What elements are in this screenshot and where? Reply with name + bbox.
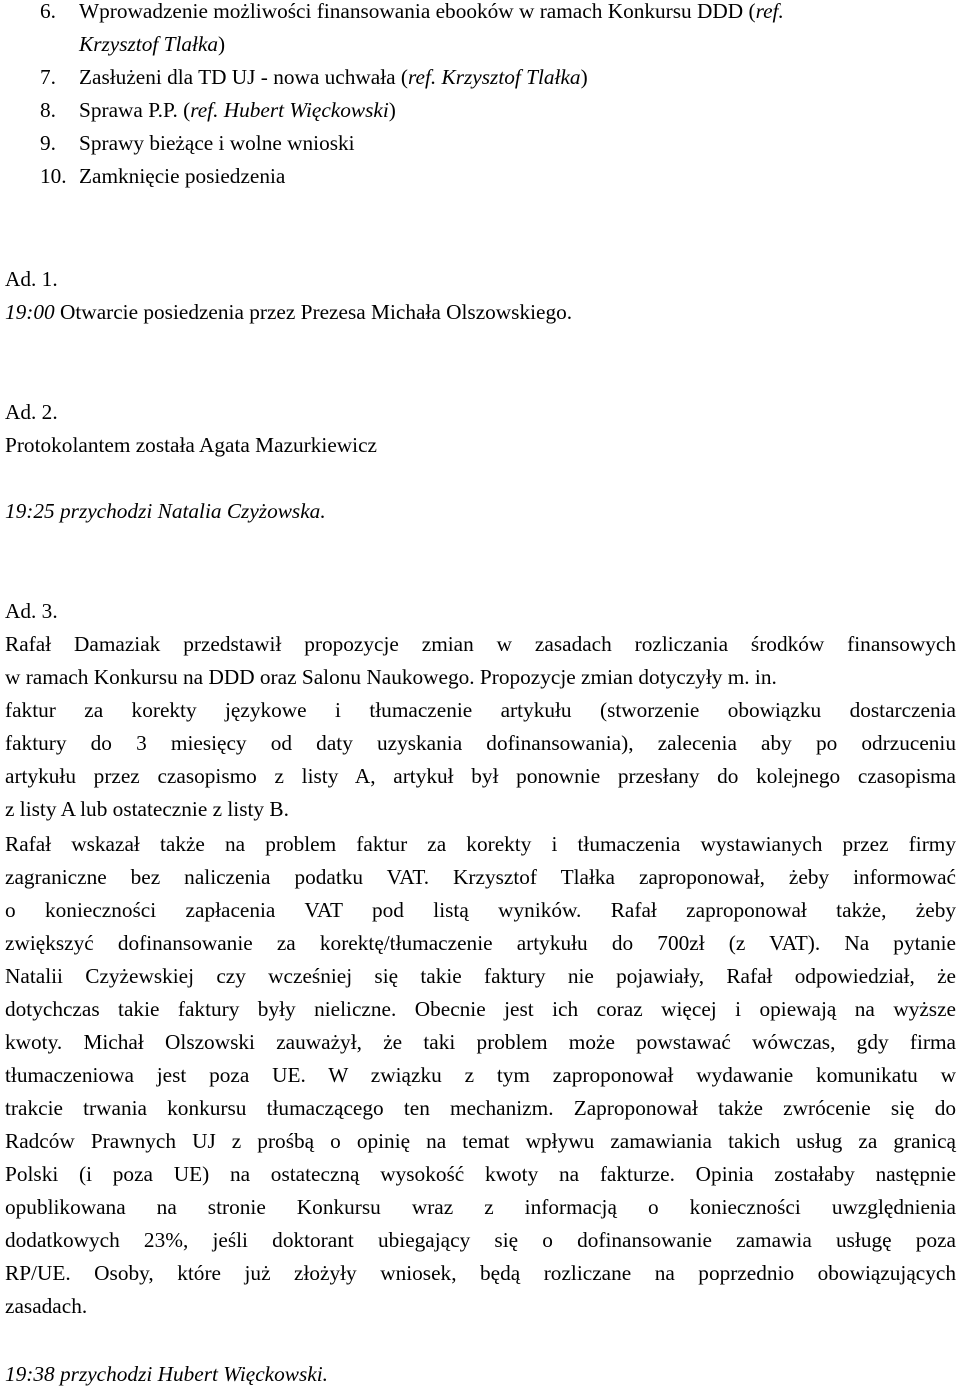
- agenda-text: ): [580, 65, 588, 89]
- agenda-text: Sprawy bieżące i wolne wnioski: [79, 131, 355, 155]
- agenda-text: Zasłużeni dla TD UJ - nowa uchwała (: [79, 65, 409, 89]
- ad3-line: o konieczności zapłacenia VAT pod listą wyników. Rafał zaproponował także, żeby: [5, 898, 956, 922]
- ad3-line: RP/UE. Osoby, które już złożyły wniosek, będą rozliczane na poprzednio obowiązujących: [5, 1261, 956, 1285]
- ad3-line: opublikowana na stronie Konkursu wraz z informacją o konieczności uwzględnienia: [5, 1195, 956, 1219]
- ad3-line: faktury do 3 miesięcy od daty uzyskania dofinansowania), zalecenia aby po odrzuceniu: [5, 731, 956, 755]
- agenda-item-7: [40, 61, 588, 94]
- ad3-line: dotychczas takie faktury były nieliczne. Obecnie jest ich coraz więcej i opiewają na wyższe: [5, 997, 956, 1021]
- agenda-text: ): [388, 98, 396, 122]
- agenda-ref: ref. Krzysztof Tlałka: [408, 65, 581, 89]
- agenda-number: 7.: [40, 65, 56, 89]
- ad3-line: Rafał Damaziak przedstawił propozycje zmian w zasadach rozliczania środków finansowych: [5, 632, 956, 656]
- ad3-line: zagraniczne bez naliczenia podatku VAT. Krzysztof Tlałka zaproponował, żeby informować: [5, 865, 956, 889]
- agenda-item-10: [40, 160, 285, 193]
- ad3-line: artykułu przez czasopismo z listy A, artykuł był ponownie przesłany do kolejnego czasopisma: [5, 764, 956, 788]
- ad3-line: Polski (i poza UE) na ostateczną wysokość kwoty na fakturze. Opinia zostałaby następnie: [5, 1162, 956, 1186]
- agenda-text: Sprawa P.P. (: [79, 98, 191, 122]
- ad1-paragraph: [5, 296, 572, 329]
- ad3-line: Radców Prawnych UJ z prośbą o opinię na temat wpływu zamawiania takich usług za granicą: [5, 1129, 956, 1153]
- ad3-heading: Ad. 3.: [5, 599, 58, 623]
- ad3-line: trakcie trwania konkursu tłumaczącego ten mechanizm. Zaproponował także zwrócenie się do: [5, 1096, 956, 1120]
- agenda-text: Wprowadzenie możliwości finansowania ebooków w ramach Konkursu DDD (: [79, 0, 756, 23]
- agenda-item-6: [40, 0, 784, 28]
- agenda-number: 10.: [40, 164, 67, 188]
- ad3-line: dodatkowych 23%, jeśli doktorant ubiegający się o dofinansowanie zamawia usługę poza: [5, 1228, 956, 1252]
- ad2-arrival-note: 19:25 przychodzi Natalia Czyżowska.: [5, 499, 326, 523]
- ad3-line: tłumaczeniowa jest poza UE. W związku z tym zaproponował wydawanie komunikatu w: [5, 1063, 956, 1087]
- ad3-line: Natalii Czyżewskiej czy wcześniej się takie faktury nie pojawiały, Rafał odpowiedział, że: [5, 964, 956, 988]
- agenda-ref: ref.: [755, 0, 784, 23]
- ad3-line: zwiększyć dofinansowanie za korektę/tłumaczenie artykułu do 700zł (z VAT). Na pytanie: [5, 931, 956, 955]
- ad1-time: 19:00: [5, 300, 55, 324]
- agenda-item-6-continued: [79, 28, 225, 61]
- agenda-text: Zamknięcie posiedzenia: [79, 164, 286, 188]
- agenda-text: ): [218, 32, 226, 56]
- ad2-heading: Ad. 2.: [5, 400, 58, 424]
- ad1-heading: Ad. 1.: [5, 267, 58, 291]
- ad3-line: z listy A lub ostatecznie z listy B.: [5, 797, 289, 821]
- ad3-line: Rafał wskazał także na problem faktur za korekty i tłumaczenia wystawianych przez firmy: [5, 832, 956, 856]
- ad3-line: w ramach Konkursu na DDD oraz Salonu Naukowego. Propozycje zmian dotyczyły m. in.: [5, 665, 777, 689]
- agenda-ref: Krzysztof Tlałka: [79, 32, 219, 56]
- agenda-ref: ref. Hubert Więckowski: [190, 98, 389, 122]
- ad3-line: kwoty. Michał Olszowski zauważył, że taki problem może powstawać wówczas, gdy firma: [5, 1030, 956, 1054]
- agenda-item-9: [40, 127, 355, 160]
- agenda-number: 9.: [40, 131, 56, 155]
- ad3-arrival-note: 19:38 przychodzi Hubert Więckowski.: [5, 1362, 328, 1386]
- ad1-text: Otwarcie posiedzenia przez Prezesa Michała Olszowskiego.: [54, 300, 573, 324]
- ad2-text: Protokolantem została Agata Mazurkiewicz: [5, 433, 377, 457]
- ad3-line: faktur za korekty językowe i tłumaczenie artykułu (stworzenie obowiązku dostarczenia: [5, 698, 956, 722]
- agenda-number: 8.: [40, 98, 56, 122]
- agenda-number: 6.: [40, 0, 56, 23]
- ad3-line: zasadach.: [5, 1294, 88, 1318]
- agenda-item-8: [40, 94, 396, 127]
